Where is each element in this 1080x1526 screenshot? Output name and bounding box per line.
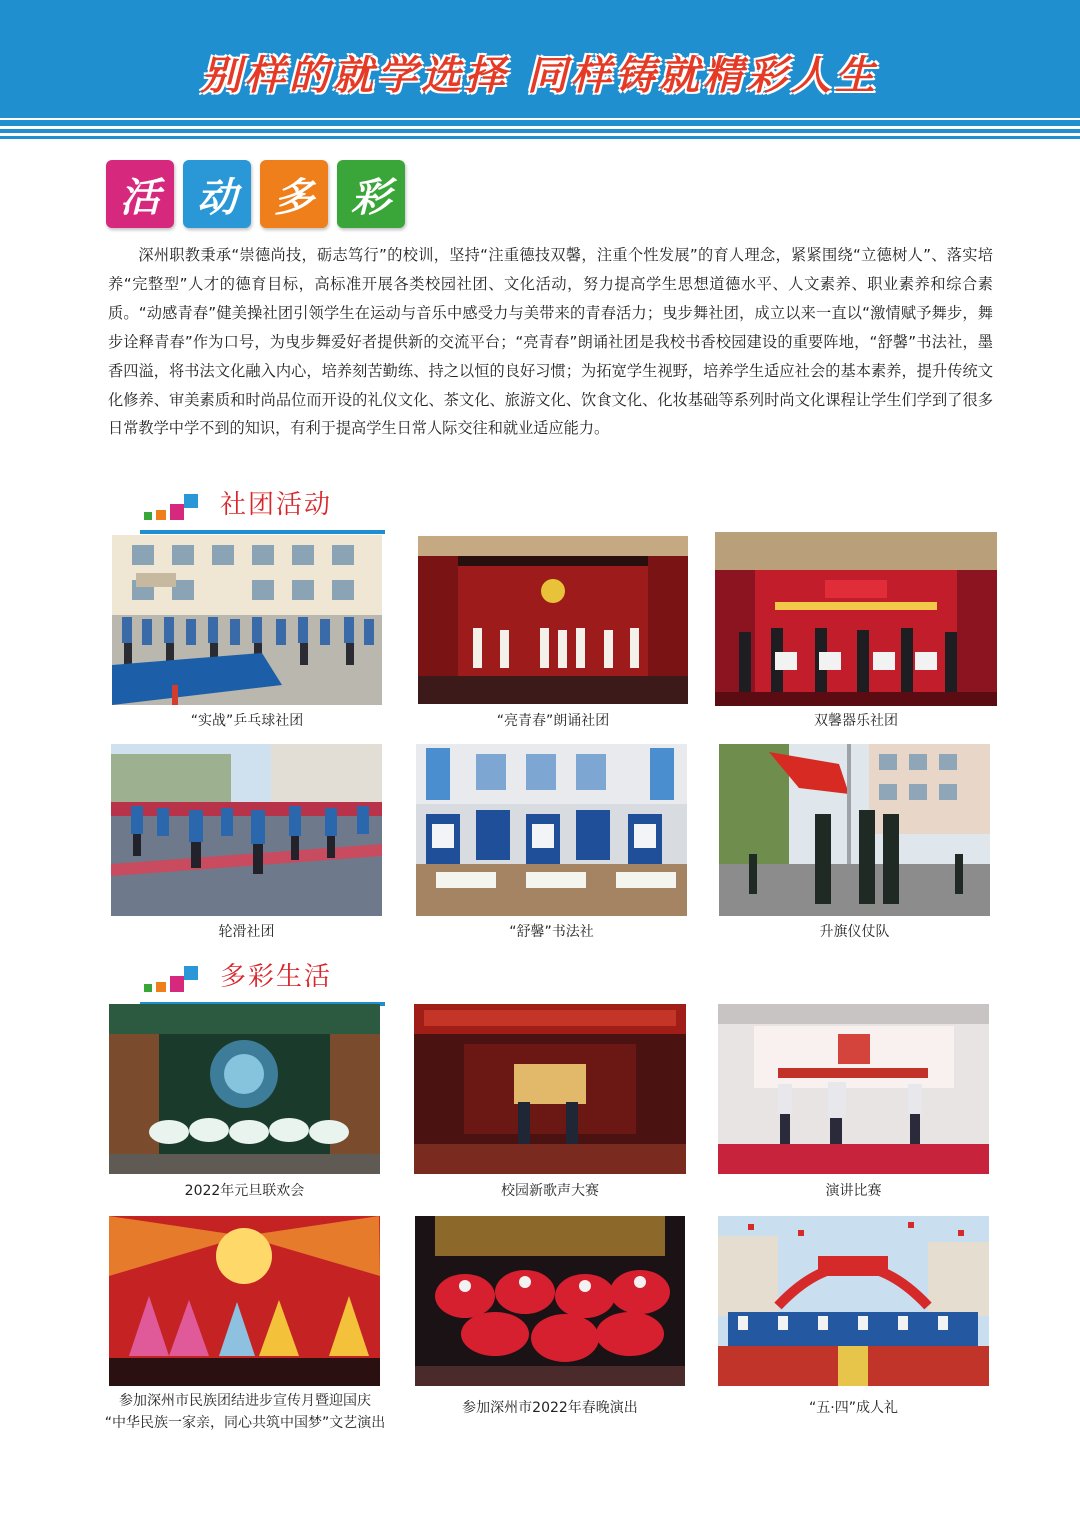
section-tile-1: 活 [106,160,174,228]
drum-band-photo [715,532,997,706]
life-caption-1: 2022年元旦联欢会 [184,1183,305,1199]
flag-raising-photo [719,744,990,916]
section-tile-2: 动 [183,160,251,228]
intro-paragraph: 深州职教秉承“崇德尚技，砺志笃行”的校训，坚持“注重德技双馨，注重个性发展”的育人理念，紧紧围绕“立德树人”、落实培养“完整型”人才的德育目标，高标准开展各类校园社团、文化活动，努力提高学生思想道德水平、人文素养、职业素养和综合素质。“动感青春”健美操社团引领学生在运动与音乐中感受力与美带来的青春活力；曳步舞社团，成立以来一直以“激情赋予舞步，舞步诠释青春”作为口号，为曳步舞爱好者提供新的交流平台；“亮青春”朗诵社团是我校书香校园建设的重要阵地，“舒馨”书法社，墨香四溢，将书法文化融入内心，培养刻苦勤练、持之以恒的良好习惯；为拓宽学生视野，培养学生适应社会的基本素养，提升传统文化修养、审美素质和时尚品位而开设的礼仪文化、茶文化、旅游文化、饮食文化、化妆基础等系列时尚文化课程让学生们学到了很多日常教学中学不到的知识，有利于提高学生日常人际交往和就业适应能力。 [108,246,993,438]
clubs-heading-label: 社团活动 [220,490,333,520]
clubs-caption-2: “亮青春”朗诵社团 [496,713,610,729]
clubs-heading [140,484,390,534]
decor-square [144,512,152,520]
speech-contest-photo [718,1004,989,1174]
heading-rule [140,530,385,534]
header-stripe [0,129,1080,133]
clubs-caption-1: “实战”乒乓球社团 [190,713,304,729]
decor-square [156,982,166,992]
ethnic-unity-show-photo [109,1216,380,1386]
section-tile-4: 彩 [337,160,405,228]
roller-skating-photo [111,744,382,916]
clubs-caption-4: 轮滑社团 [218,924,275,940]
life-caption-5: 参加深州市2022年春晚演出 [462,1400,638,1416]
life-caption-2: 校园新歌声大赛 [501,1183,599,1199]
clubs-caption-3: 双馨器乐社团 [814,713,898,729]
decor-square [144,984,152,992]
clubs-caption-5: “舒馨”书法社 [509,924,594,940]
coming-of-age-photo [718,1216,989,1386]
life-heading-label: 多彩生活 [220,962,333,992]
new-year-gala-photo [109,1004,380,1174]
decor-square [170,976,184,992]
life-caption-4-line-2: “中华民族一家亲，同心共筑中国梦”文艺演出 [104,1415,386,1431]
decor-square [184,494,198,508]
decor-square [156,510,166,520]
clubs-caption-6: 升旗仪仗队 [819,924,890,940]
life-caption-6: “五·四”成人礼 [809,1400,898,1416]
calligraphy-class-photo [416,744,687,916]
table-tennis-photo [112,535,382,705]
life-caption-4-line-1: 参加深州市民族团结进步宣传月暨迎国庆 [119,1393,371,1409]
section-tile-3: 多 [260,160,328,228]
header-stripe [0,120,1080,126]
life-heading [140,956,390,1006]
header-stripe [0,136,1080,139]
decor-square [170,504,184,520]
spring-gala-photo [415,1216,685,1386]
decor-square [184,966,198,980]
life-caption-3: 演讲比赛 [825,1183,882,1199]
page-title: 别样的就学选择 同样铸就精彩人生 [201,52,879,99]
singing-contest-photo [414,1004,686,1174]
life-caption-4 [96,1390,394,1434]
recitation-stage-photo [418,536,688,704]
